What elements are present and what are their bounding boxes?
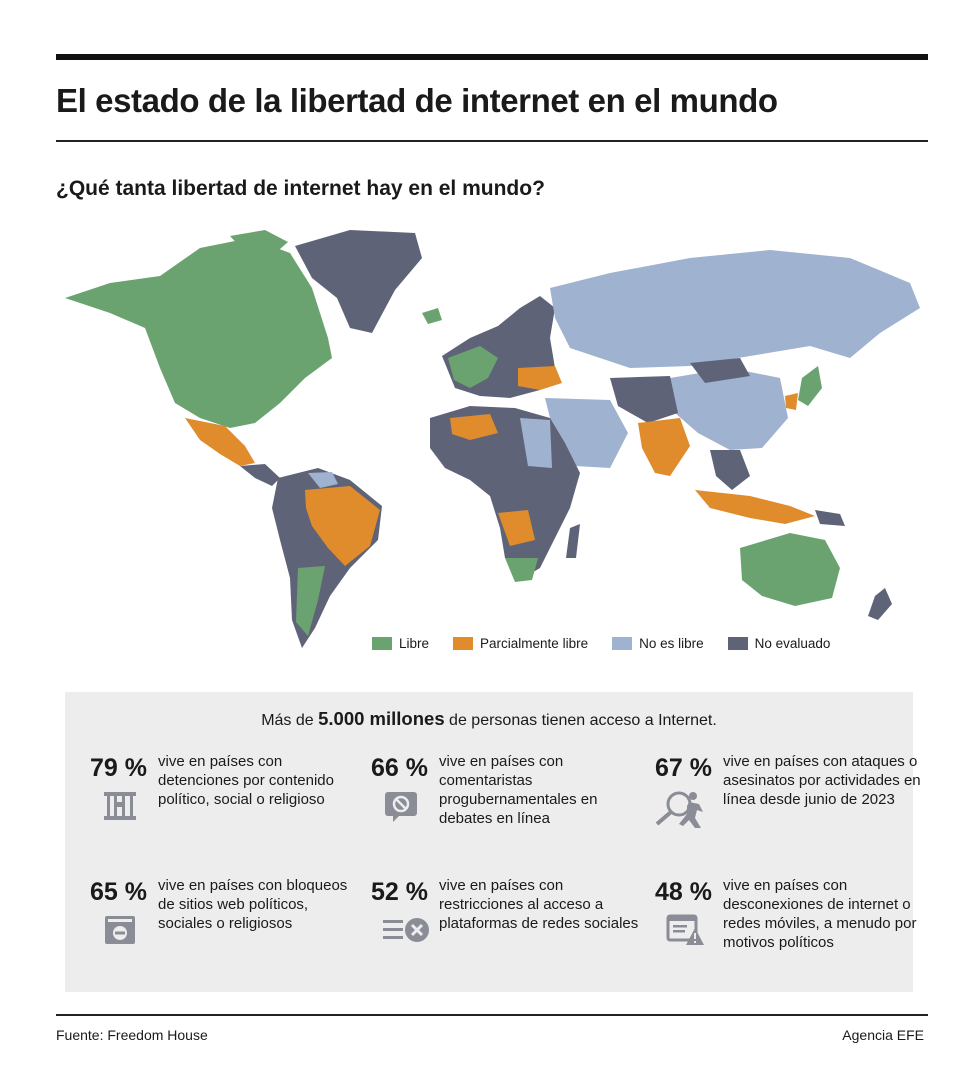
stat-description: vive en países con comentaristas progubernamentales en debates en línea <box>439 753 598 827</box>
stat-description: vive en países con desconexiones de internet o redes móviles, a menudo por motivos políticos <box>723 877 917 951</box>
stat-percentage: 48 % <box>655 878 712 906</box>
window-warning-icon <box>665 912 705 948</box>
map-legend <box>372 636 830 651</box>
stat-website-blocks <box>90 878 350 978</box>
map-central-asia <box>610 376 678 423</box>
legend-label: Parcialmente libre <box>480 636 589 651</box>
legend-label: No evaluado <box>754 636 831 651</box>
stat-percentage: 79 % <box>90 754 147 782</box>
stat-pro-government-commentators <box>371 754 631 854</box>
legend-item-parcialmente-libre <box>453 636 588 651</box>
map-australia <box>740 533 840 606</box>
map-china <box>670 368 788 450</box>
list-cancel-icon <box>381 912 433 948</box>
map-north-america <box>65 238 332 428</box>
panel-intro <box>65 708 913 730</box>
stat-social-media-restrictions <box>371 877 639 978</box>
legend-item-no-libre <box>612 636 704 651</box>
legend-swatch-parcial <box>453 637 473 650</box>
stat-description: vive en países con bloqueos de sitios web políticos, sociales o religiosos <box>158 877 348 932</box>
legend-label: Libre <box>399 636 430 651</box>
legend-label: No es libre <box>639 636 704 651</box>
map-indonesia <box>695 490 815 524</box>
stat-attacks <box>655 753 921 854</box>
map-subtitle: ¿Qué tanta libertad de internet hay en el mundo? <box>56 177 545 200</box>
top-rule <box>56 54 928 60</box>
title-divider <box>56 140 928 142</box>
jail-bars-icon <box>100 788 140 824</box>
stat-percentage: 65 % <box>90 878 147 906</box>
legend-swatch-no-evaluado <box>728 637 748 650</box>
map-southeast-asia <box>710 450 750 490</box>
map-korea <box>785 393 798 410</box>
legend-swatch-no-libre <box>612 637 632 650</box>
no-comment-bubble-icon <box>381 788 421 824</box>
stats-panel <box>65 692 921 992</box>
footer-rule <box>56 1014 928 1016</box>
stat-internet-shutdowns <box>655 878 915 978</box>
map-india <box>638 418 690 476</box>
stat-detentions <box>90 754 350 854</box>
stat-percentage: 67 % <box>655 754 712 782</box>
stat-percentage: 66 % <box>371 754 428 782</box>
legend-item-no-evaluado <box>728 636 831 651</box>
intro-highlight: 5.000 millones <box>318 708 445 729</box>
map-south-africa <box>505 558 538 582</box>
stat-description: vive en países con restricciones al acceso a plataformas de redes sociales <box>439 877 639 932</box>
page-title: El estado de la libertad de internet en el mundo <box>56 82 778 119</box>
map-russia <box>550 250 920 368</box>
search-person-running-icon <box>653 788 713 832</box>
source-note: Fuente: Freedom House <box>56 1027 208 1043</box>
map-turkey-ukraine <box>518 366 562 390</box>
map-japan <box>798 366 822 406</box>
legend-swatch-libre <box>372 637 392 650</box>
stat-description: vive en países con ataques o asesinatos por actividades en línea desde junio de 2023 <box>723 753 921 808</box>
legend-item-libre <box>372 636 429 651</box>
stat-percentage: 52 % <box>371 878 428 906</box>
map-iceland <box>422 308 442 324</box>
map-central-america <box>240 464 280 486</box>
stat-description: vive en países con detenciones por contenido político, social o religioso <box>158 753 334 808</box>
map-papua <box>815 510 845 526</box>
map-madagascar <box>566 524 580 558</box>
agency-credit: Agencia EFE <box>842 1027 924 1043</box>
intro-pre: Más de <box>261 712 319 729</box>
map-new-zealand <box>868 588 892 620</box>
world-map <box>50 228 930 658</box>
map-mexico <box>185 418 255 466</box>
blocked-window-icon <box>100 912 140 948</box>
intro-post: de personas tienen acceso a Internet. <box>444 712 717 729</box>
